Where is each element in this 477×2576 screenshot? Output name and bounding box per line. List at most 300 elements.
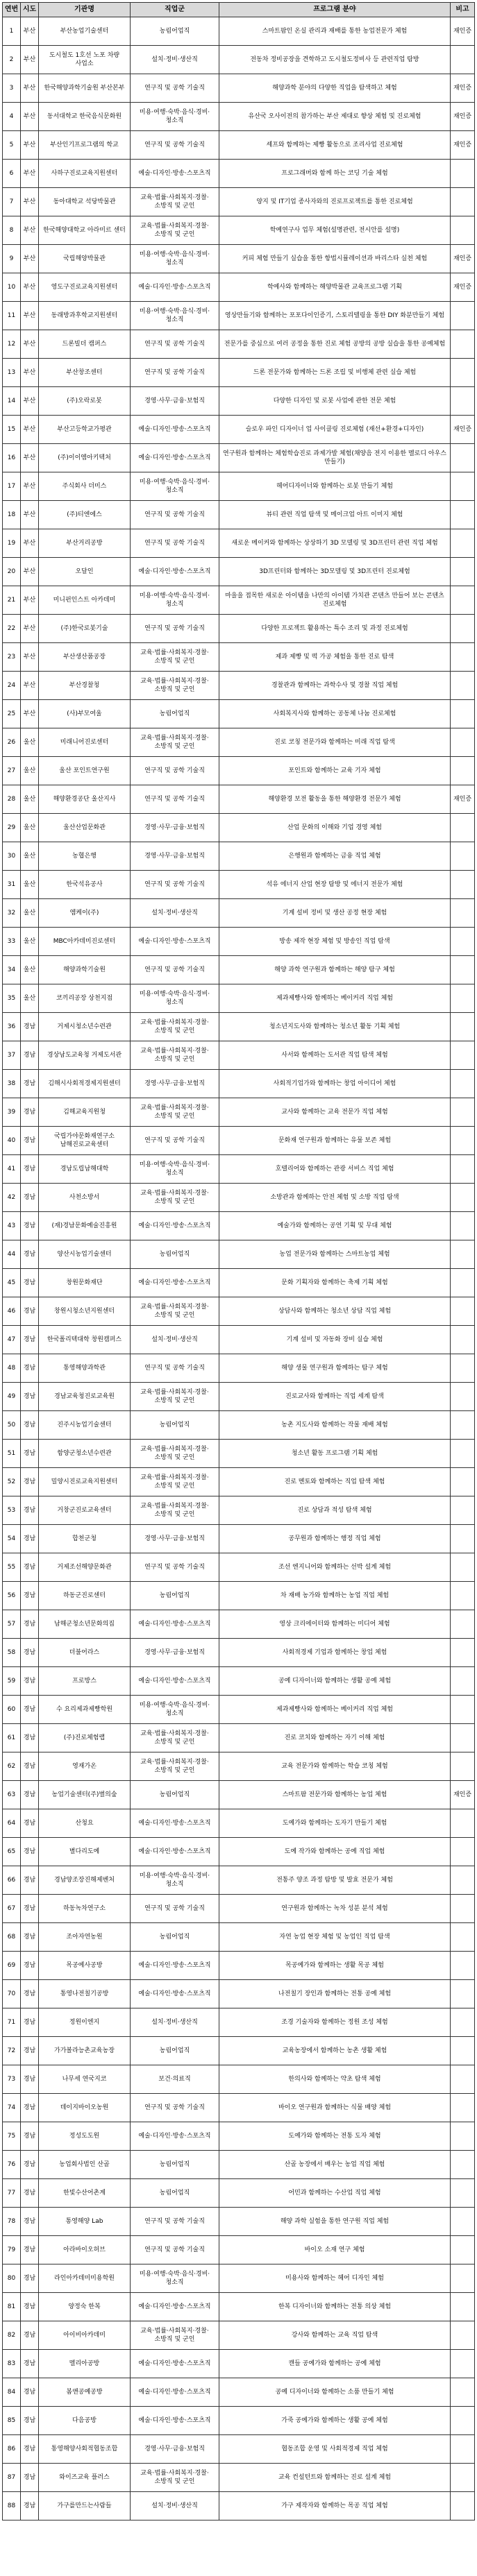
cell-region: 부산	[21, 160, 39, 188]
cell-program: 제과제빵사와 함께하는 베이커리 직업 체험	[219, 1696, 451, 1724]
cell-program: 도예 작가와 함께하는 공예 직업 체험	[219, 1838, 451, 1866]
cell-num: 20	[3, 558, 21, 586]
cell-program: 한복 디자이너와 함께하는 전통 의상 체험	[219, 2293, 451, 2321]
cell-program: 차 재배 농가와 함께하는 농업 직업 체험	[219, 1582, 451, 1610]
cell-note	[451, 558, 475, 586]
table-row	[3, 416, 475, 444]
cell-num: 31	[3, 871, 21, 899]
cell-org: 창원문화재단	[39, 1269, 131, 1297]
cell-region: 부산	[21, 643, 39, 672]
cell-job: 연구직 및 공학 기술직	[131, 2208, 219, 2236]
cell-region: 부산	[21, 672, 39, 700]
cell-program: 캔들 공예가와 함께하는 공예 체험	[219, 2350, 451, 2378]
cell-program: 경찰관과 함께하는 과학수사 및 경찰 직업 체험	[219, 672, 451, 700]
cell-program: 해양과학 분야의 다양한 직업을 탐색하고 체험	[219, 74, 451, 103]
cell-program: 공무원과 함께하는 행정 직업 체험	[219, 1525, 451, 1553]
table-row	[3, 1041, 475, 1070]
cell-job: 설치·정비·생산직	[131, 899, 219, 928]
cell-region: 경남	[21, 1155, 39, 1184]
cell-note	[451, 1269, 475, 1297]
cell-program: 진로 멘토와 함께하는 직업 탐색 체험	[219, 1468, 451, 1496]
cell-num: 23	[3, 643, 21, 672]
cell-job: 농림어업직	[131, 1582, 219, 1610]
cell-program: 교사와 함께하는 교육 전문가 직업 체험	[219, 1098, 451, 1127]
cell-region: 경남	[21, 2208, 39, 2236]
cell-org: (주)티엔에스	[39, 501, 131, 529]
cell-region: 경남	[21, 1667, 39, 1696]
table-row	[3, 1525, 475, 1553]
cell-job: 연구직 및 공학 기술직	[131, 956, 219, 984]
cell-note	[451, 984, 475, 1013]
cell-program: 방송 제작 현장 체험 및 방송인 직업 탐색	[219, 928, 451, 956]
cell-region: 부산	[21, 188, 39, 216]
cell-job: 예술·디자인·방송·스포츠직	[131, 2378, 219, 2407]
cell-org: 목공예사공방	[39, 1952, 131, 1980]
cell-job: 연구직 및 공학 기술직	[131, 785, 219, 814]
cell-job: 설치·정비·생산직	[131, 46, 219, 74]
cell-num: 68	[3, 1923, 21, 1952]
table-row	[3, 1696, 475, 1724]
cell-job: 예술·디자인·방송·스포츠직	[131, 1980, 219, 2008]
cell-org: 사천소방서	[39, 1184, 131, 1212]
cell-note	[451, 2037, 475, 2065]
cell-org: 부산거리공방	[39, 529, 131, 558]
cell-org: 멜리아공방	[39, 2350, 131, 2378]
header-program: 프로그램 분야	[219, 3, 451, 17]
cell-note	[451, 1184, 475, 1212]
cell-program: 스마트팜 전문가와 함께하는 농업 체험	[219, 1781, 451, 1809]
table-row	[3, 1866, 475, 1895]
cell-num: 45	[3, 1269, 21, 1297]
cell-org: 오달인	[39, 558, 131, 586]
cell-region: 경남	[21, 2492, 39, 2520]
cell-region: 경남	[21, 2350, 39, 2378]
cell-num: 35	[3, 984, 21, 1013]
cell-num: 61	[3, 1724, 21, 1752]
table-row	[3, 1781, 475, 1809]
cell-num: 24	[3, 672, 21, 700]
cell-region: 울산	[21, 871, 39, 899]
cell-num: 84	[3, 2378, 21, 2407]
cell-program: 사회복지사와 함께하는 공동체 나눔 진로체험	[219, 700, 451, 728]
cell-region: 경남	[21, 1952, 39, 1980]
cell-org: 별다리도예	[39, 1838, 131, 1866]
cell-org: 남해군청소년문화의집	[39, 1610, 131, 1639]
cell-job: 교육·법률·사회복지·경찰·소방직 및 군인	[131, 1468, 219, 1496]
cell-program: 전문가를 중심으로 여러 공정을 통한 진로 체험 공방의 공방 실습을 통한 공예체험	[219, 330, 451, 359]
table-row	[3, 387, 475, 416]
table-row	[3, 1269, 475, 1297]
table-row	[3, 643, 475, 672]
cell-num: 54	[3, 1525, 21, 1553]
cell-note	[451, 700, 475, 728]
cell-program: 영상 크리에이터와 함께하는 미디어 체험	[219, 1610, 451, 1639]
cell-org: 데이지바이오농원	[39, 2094, 131, 2122]
table-row	[3, 757, 475, 785]
cell-org: (주)이이엠아키텍처	[39, 444, 131, 472]
cell-program: 커피 체험 만들기 실습을 통한 항법시뮬레이션과 바리스타 실천 체험	[219, 245, 451, 273]
cell-region: 울산	[21, 757, 39, 785]
cell-program: 교육 컨설턴트와 함께하는 진로 설계 체험	[219, 2464, 451, 2492]
cell-org: 아라바이오허브	[39, 2236, 131, 2264]
cell-num: 63	[3, 1781, 21, 1809]
table-row	[3, 1610, 475, 1639]
cell-num: 78	[3, 2208, 21, 2236]
cell-num: 7	[3, 188, 21, 216]
cell-program: 사회적경제 기업과 함께하는 창업 체험	[219, 1639, 451, 1667]
cell-num: 56	[3, 1582, 21, 1610]
cell-job: 교육·법률·사회복지·경찰·소방직 및 군인	[131, 1098, 219, 1127]
cell-job: 경영·사무·금융·보험직	[131, 1070, 219, 1098]
cell-note	[451, 1468, 475, 1496]
cell-num: 3	[3, 74, 21, 103]
cell-region: 경남	[21, 1354, 39, 1383]
table-row	[3, 2236, 475, 2264]
table-row	[3, 928, 475, 956]
cell-org: 통영해양 Lab	[39, 2208, 131, 2236]
table-row	[3, 1980, 475, 2008]
cell-note	[451, 1752, 475, 1781]
cell-job: 연구직 및 공학 기술직	[131, 1553, 219, 1582]
cell-num: 76	[3, 2151, 21, 2179]
cell-note	[451, 2065, 475, 2094]
cell-num: 38	[3, 1070, 21, 1098]
cell-program: 다양한 디자인 및 로봇 사업에 관한 전문 체험	[219, 387, 451, 416]
cell-program: 해양환경 보전 활동을 통한 해양환경 전문가 체험	[219, 785, 451, 814]
cell-job: 경영·사무·금융·보험직	[131, 1525, 219, 1553]
cell-program: 산골 농장에서 배우는 농업 직업 체험	[219, 2151, 451, 2179]
cell-job: 연구직 및 공학 기술직	[131, 501, 219, 529]
table-row	[3, 1240, 475, 1269]
cell-num: 59	[3, 1667, 21, 1696]
cell-note	[451, 1895, 475, 1923]
cell-org: 거제시청소년수련관	[39, 1013, 131, 1041]
cell-program: 청소년 활동 프로그램 기획 체험	[219, 1440, 451, 1468]
cell-region: 경남	[21, 1724, 39, 1752]
cell-num: 16	[3, 444, 21, 472]
cell-program: 강사와 함께하는 교육 직업 탐색	[219, 2321, 451, 2350]
cell-note	[451, 2151, 475, 2179]
cell-job: 경영·사무·금융·보험직	[131, 387, 219, 416]
cell-note	[451, 1326, 475, 1354]
table-row	[3, 2037, 475, 2065]
cell-note	[451, 1070, 475, 1098]
cell-note	[451, 1923, 475, 1952]
table-row	[3, 2435, 475, 2464]
cell-job: 농림어업직	[131, 1923, 219, 1952]
table-row	[3, 586, 475, 615]
cell-program: 해양 과학 실험을 통한 연구원 직업 체험	[219, 2208, 451, 2236]
cell-org: 수 요리제과제빵학원	[39, 1696, 131, 1724]
cell-program: 바이오 소재 연구 체험	[219, 2236, 451, 2264]
cell-region: 경남	[21, 2293, 39, 2321]
cell-job: 연구직 및 공학 기술직	[131, 2236, 219, 2264]
cell-job: 설치·정비·생산직	[131, 1326, 219, 1354]
cell-job: 예술·디자인·방송·스포츠직	[131, 1952, 219, 1980]
table-row	[3, 2179, 475, 2208]
cell-org: 김해시사회적경제지원센터	[39, 1070, 131, 1098]
cell-region: 경남	[21, 1383, 39, 1411]
cell-region: 경남	[21, 2321, 39, 2350]
table-row	[3, 359, 475, 387]
cell-region: 경남	[21, 2236, 39, 2264]
cell-program: 목공예가와 함께하는 생활 목공 체험	[219, 1952, 451, 1980]
cell-note	[451, 2264, 475, 2293]
cell-region: 경남	[21, 1895, 39, 1923]
cell-num: 15	[3, 416, 21, 444]
cell-job: 미용·여행·숙박·음식·경비·청소직	[131, 1155, 219, 1184]
cell-note	[451, 1809, 475, 1838]
cell-note	[451, 871, 475, 899]
cell-program: 기계 설비 및 자동화 장비 실습 체험	[219, 1326, 451, 1354]
cell-program: 어민과 함께하는 수산업 직업 체험	[219, 2179, 451, 2208]
cell-note	[451, 1155, 475, 1184]
cell-org: 엠케이(주)	[39, 899, 131, 928]
cell-org: 진주시농업기술센터	[39, 1411, 131, 1440]
cell-program: 바이오 연구원과 함께하는 식물 배양 체험	[219, 2094, 451, 2122]
cell-org: 도시철도 1호선 노포 차량 사업소	[39, 46, 131, 74]
table-row	[3, 1923, 475, 1952]
cell-org: MBC아카데미진로센터	[39, 928, 131, 956]
table-row	[3, 74, 475, 103]
cell-region: 울산	[21, 984, 39, 1013]
cell-note	[451, 1297, 475, 1326]
cell-num: 28	[3, 785, 21, 814]
cell-num: 88	[3, 2492, 21, 2520]
cell-num: 62	[3, 1752, 21, 1781]
table-row	[3, 899, 475, 928]
cell-org: 프로방스	[39, 1667, 131, 1696]
cell-program: 프로그래머와 함께 하는 코딩 기술 체험	[219, 160, 451, 188]
cell-job: 교육·법률·사회복지·경찰·소방직 및 군인	[131, 672, 219, 700]
cell-num: 22	[3, 615, 21, 643]
table-row	[3, 1354, 475, 1383]
cell-job: 예술·디자인·방송·스포츠직	[131, 2407, 219, 2435]
cell-program: 연구원과 함께하는 체험학습진로 과제가발 체험(채양음 전지 이용한 멜로디 아우스 만들기)	[219, 444, 451, 472]
cell-job: 교육·법률·사회복지·경찰·소방직 및 군인	[131, 1496, 219, 1525]
cell-num: 66	[3, 1866, 21, 1895]
cell-num: 19	[3, 529, 21, 558]
cell-job: 연구직 및 공학 기술직	[131, 1354, 219, 1383]
cell-org: 나무세 연국지코	[39, 2065, 131, 2094]
cell-note	[451, 444, 475, 472]
table-row	[3, 814, 475, 842]
cell-num: 37	[3, 1041, 21, 1070]
cell-program: 미용사와 함께하는 헤어 디자인 체험	[219, 2264, 451, 2293]
cell-program: 소방관과 함께하는 안전 체험 및 소방 직업 탐색	[219, 1184, 451, 1212]
cell-region: 부산	[21, 472, 39, 501]
cell-org: (재)경남문화예술진흥원	[39, 1212, 131, 1240]
cell-region: 경남	[21, 2407, 39, 2435]
cell-program: 공예 디자이너와 함께하는 소품 만들기 체험	[219, 2378, 451, 2407]
cell-region: 경남	[21, 1013, 39, 1041]
table-row	[3, 17, 475, 46]
table-row	[3, 2378, 475, 2407]
cell-note	[451, 1354, 475, 1383]
cell-region: 부산	[21, 359, 39, 387]
cell-region: 부산	[21, 586, 39, 615]
table-row	[3, 672, 475, 700]
cell-num: 73	[3, 2065, 21, 2094]
cell-job: 연구직 및 공학 기술직	[131, 1895, 219, 1923]
table-row	[3, 444, 475, 472]
cell-note	[451, 2464, 475, 2492]
cell-num: 4	[3, 103, 21, 131]
cell-job: 교육·법률·사회복지·경찰·소방직 및 군인	[131, 1440, 219, 1468]
cell-program: 유산국 오사이전의 참가하는 부산 제대로 향상 체험 및 진로체험	[219, 103, 451, 131]
header-org: 기관명	[39, 3, 131, 17]
table-row	[3, 188, 475, 216]
cell-region: 경남	[21, 2122, 39, 2151]
cell-job: 예술·디자인·방송·스포츠직	[131, 2122, 219, 2151]
cell-job: 예술·디자인·방송·스포츠직	[131, 928, 219, 956]
table-row	[3, 1326, 475, 1354]
cell-program: 산업 문화의 이해와 기업 경영 체험	[219, 814, 451, 842]
cell-org: 해양환경공단 울산지사	[39, 785, 131, 814]
cell-note	[451, 472, 475, 501]
cell-job: 교육·법률·사회복지·경찰·소방직 및 군인	[131, 1383, 219, 1411]
cell-note	[451, 387, 475, 416]
cell-note	[451, 1013, 475, 1041]
cell-note	[451, 586, 475, 615]
cell-region: 부산	[21, 131, 39, 160]
cell-region: 울산	[21, 928, 39, 956]
cell-region: 경남	[21, 1411, 39, 1440]
cell-program: 한의사와 함께하는 약초 탐색 체험	[219, 2065, 451, 2094]
cell-region: 부산	[21, 245, 39, 273]
table-row	[3, 103, 475, 131]
cell-note	[451, 359, 475, 387]
cell-note	[451, 2435, 475, 2464]
cell-num: 2	[3, 46, 21, 74]
cell-note	[451, 1838, 475, 1866]
cell-program: 은행원과 함께하는 금융 직업 체험	[219, 842, 451, 871]
cell-job: 연구직 및 공학 기술직	[131, 2094, 219, 2122]
cell-org: 미니펀인스트 아카데미	[39, 586, 131, 615]
table-row	[3, 1496, 475, 1525]
cell-org: 다음공방	[39, 2407, 131, 2435]
cell-region: 경남	[21, 1980, 39, 2008]
cell-job: 교육·법률·사회복지·경찰·소방직 및 군인	[131, 1752, 219, 1781]
cell-program: 전동차 정비공장을 견학하고 도시철도정비사 등 관련직업 탐방	[219, 46, 451, 74]
cell-program: 헤어디자이너와 함께하는 로봇 만들기 체험	[219, 472, 451, 501]
cell-org: 코끼리공장 상천지점	[39, 984, 131, 1013]
cell-org: 사하구진로교육지원센터	[39, 160, 131, 188]
cell-note	[451, 1582, 475, 1610]
cell-num: 14	[3, 387, 21, 416]
cell-num: 6	[3, 160, 21, 188]
cell-region: 울산	[21, 956, 39, 984]
cell-job: 예술·디자인·방송·스포츠직	[131, 1269, 219, 1297]
cell-note	[451, 1525, 475, 1553]
cell-org: 합천군청	[39, 1525, 131, 1553]
cell-org: (주)한국로봇기술	[39, 615, 131, 643]
cell-program: 연구원과 함께하는 녹차 성분 분석 체험	[219, 1895, 451, 1923]
cell-job: 경영·사무·금융·보험직	[131, 1639, 219, 1667]
cell-program: 농업 전문가와 함께하는 스마트농업 체험	[219, 1240, 451, 1269]
table-row	[3, 501, 475, 529]
cell-program: 조선 엔지니어와 함께하는 선박 설계 체험	[219, 1553, 451, 1582]
cell-job: 경영·사무·금융·보험직	[131, 2435, 219, 2464]
cell-note	[451, 814, 475, 842]
cell-num: 50	[3, 1411, 21, 1440]
table-row	[3, 871, 475, 899]
cell-org: 와이즈교육 플러스	[39, 2464, 131, 2492]
cell-org: 조아자연농원	[39, 1923, 131, 1952]
cell-region: 경남	[21, 1582, 39, 1610]
cell-job: 예술·디자인·방송·스포츠직	[131, 1212, 219, 1240]
cell-num: 27	[3, 757, 21, 785]
cell-region: 부산	[21, 216, 39, 245]
cell-job: 교육·법률·사회복지·경찰·소방직 및 군인	[131, 1724, 219, 1752]
table-row	[3, 160, 475, 188]
cell-region: 부산	[21, 529, 39, 558]
header-region: 시도	[21, 3, 39, 17]
cell-program: 가죽 공예가와 함께하는 생활 공예 체험	[219, 2407, 451, 2435]
cell-region: 울산	[21, 842, 39, 871]
cell-num: 82	[3, 2321, 21, 2350]
cell-job: 교육·법률·사회복지·경찰·소방직 및 군인	[131, 1184, 219, 1212]
cell-note	[451, 330, 475, 359]
cell-program: 진로 코칭 전문가와 함께하는 미래 직업 탐색	[219, 728, 451, 757]
cell-region: 경남	[21, 2008, 39, 2037]
table-row	[3, 2094, 475, 2122]
cell-program: 새로운 메이커와 함께하는 상상하기 3D 모델링 및 3D프린터 관련 직업 체험	[219, 529, 451, 558]
cell-region: 경남	[21, 2065, 39, 2094]
cell-org: 산청요	[39, 1809, 131, 1838]
cell-num: 17	[3, 472, 21, 501]
cell-program: 가구 제작자와 함께하는 목공 직업 체험	[219, 2492, 451, 2520]
table-row	[3, 1411, 475, 1440]
cell-program: 협동조합 운영 및 사회적경제 직업 체험	[219, 2435, 451, 2464]
cell-org: 한국석유공사	[39, 871, 131, 899]
cell-region: 경남	[21, 1468, 39, 1496]
cell-job: 설치·정비·생산직	[131, 2492, 219, 2520]
table-row	[3, 2208, 475, 2236]
cell-num: 10	[3, 273, 21, 302]
table-row	[3, 1639, 475, 1667]
cell-org: 경남도립남해대학	[39, 1155, 131, 1184]
cell-note	[451, 2122, 475, 2151]
cell-job: 예술·디자인·방송·스포츠직	[131, 558, 219, 586]
cell-region: 경남	[21, 1553, 39, 1582]
cell-job: 미용·여행·숙박·음식·경비·청소직	[131, 984, 219, 1013]
cell-job: 예술·디자인·방송·스포츠직	[131, 444, 219, 472]
cell-num: 87	[3, 2464, 21, 2492]
table-row	[3, 1013, 475, 1041]
cell-num: 48	[3, 1354, 21, 1383]
cell-note	[451, 899, 475, 928]
cell-note	[451, 2208, 475, 2236]
cell-job: 미용·여행·숙박·음식·경비·청소직	[131, 1696, 219, 1724]
cell-num: 81	[3, 2293, 21, 2321]
cell-job: 미용·여행·숙박·음식·경비·청소직	[131, 586, 219, 615]
cell-num: 72	[3, 2037, 21, 2065]
cell-region: 경남	[21, 1639, 39, 1667]
cell-num: 42	[3, 1184, 21, 1212]
cell-note	[451, 1212, 475, 1240]
table-row	[3, 1582, 475, 1610]
table-row	[3, 1440, 475, 1468]
cell-region: 부산	[21, 501, 39, 529]
table-row	[3, 1952, 475, 1980]
cell-region: 경남	[21, 1610, 39, 1639]
cell-program: 교육 전문가와 함께하는 학습 코칭 체험	[219, 1752, 451, 1781]
cell-note	[451, 2094, 475, 2122]
cell-note	[451, 1639, 475, 1667]
cell-program: 다양한 프로젝트 활용하는 특수 조리 및 과정 진로체험	[219, 615, 451, 643]
cell-region: 경남	[21, 1809, 39, 1838]
